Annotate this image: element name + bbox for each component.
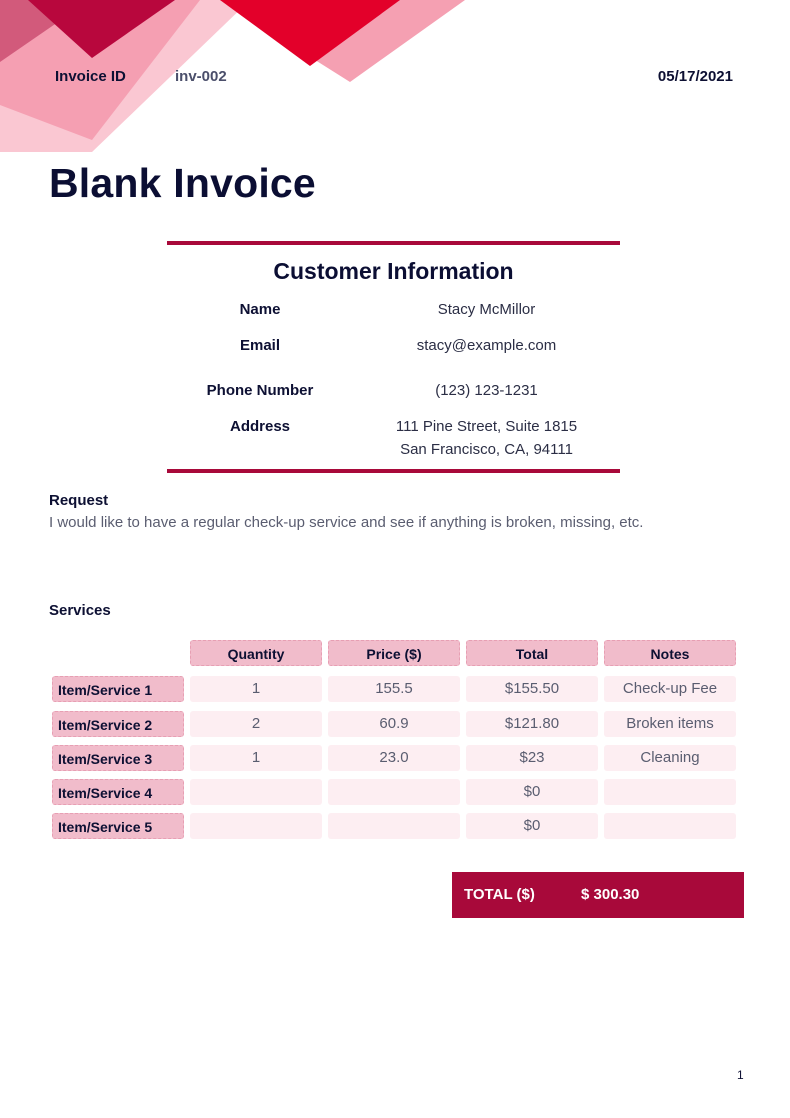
row-label-item-2: Item/Service 2	[52, 711, 184, 737]
cell-notes: Check-up Fee	[604, 676, 736, 702]
cell-total: $0	[466, 779, 598, 805]
cell-total: $121.80	[466, 711, 598, 737]
row-label-item-3: Item/Service 3	[52, 745, 184, 771]
cell-price	[328, 779, 460, 805]
cell-notes: Cleaning	[604, 745, 736, 771]
cell-total: $23	[466, 745, 598, 771]
cell-notes	[604, 813, 736, 839]
customer-top-rule	[167, 241, 620, 245]
row-label-item-4: Item/Service 4	[52, 779, 184, 805]
cell-price: 60.9	[328, 711, 460, 737]
cell-price: 23.0	[328, 745, 460, 771]
customer-address-line1: 111 Pine Street, Suite 1815	[395, 418, 578, 435]
customer-address-line2: San Francisco, CA, 94111	[400, 441, 573, 458]
total-label: TOTAL ($)	[464, 886, 535, 903]
customer-address-label: Address	[229, 418, 291, 435]
request-text: I would like to have a regular check-up service and see if anything is broken, missing, etc.	[49, 514, 644, 531]
total-box	[452, 872, 744, 918]
invoice-date: 05/17/2021	[657, 68, 733, 85]
row-label-item-5: Item/Service 5	[52, 813, 184, 839]
cell-quantity: 2	[190, 711, 322, 737]
cell-quantity	[190, 813, 322, 839]
customer-phone-label: Phone Number	[206, 382, 314, 399]
customer-name-value: Stacy McMillor	[437, 301, 536, 318]
cell-total: $155.50	[466, 676, 598, 702]
column-header-total: Total	[466, 640, 598, 666]
row-label-item-1: Item/Service 1	[52, 676, 184, 702]
services-label: Services	[49, 602, 111, 619]
cell-total: $0	[466, 813, 598, 839]
page-title: Blank Invoice	[49, 160, 316, 206]
customer-email-value: stacy@example.com	[416, 337, 557, 354]
cell-quantity: 1	[190, 745, 322, 771]
request-label: Request	[49, 492, 109, 509]
cell-notes: Broken items	[604, 711, 736, 737]
customer-heading: Customer Information	[273, 258, 514, 284]
cell-price	[328, 813, 460, 839]
column-header-quantity: Quantity	[190, 640, 322, 666]
cell-notes	[604, 779, 736, 805]
customer-name-label: Name	[239, 301, 281, 318]
total-value: $ 300.30	[581, 886, 640, 903]
customer-email-label: Email	[239, 337, 281, 354]
customer-bottom-rule	[167, 469, 620, 473]
cell-price: 155.5	[328, 676, 460, 702]
page-number: 1	[737, 1068, 744, 1082]
invoice-id-value: inv-002	[175, 68, 227, 85]
invoice-id-label: Invoice ID	[55, 68, 126, 85]
cell-quantity	[190, 779, 322, 805]
column-header-price: Price ($)	[328, 640, 460, 666]
customer-phone-value: (123) 123-1231	[435, 382, 538, 399]
cell-quantity: 1	[190, 676, 322, 702]
column-header-notes: Notes	[604, 640, 736, 666]
invoice-header	[55, 68, 733, 90]
